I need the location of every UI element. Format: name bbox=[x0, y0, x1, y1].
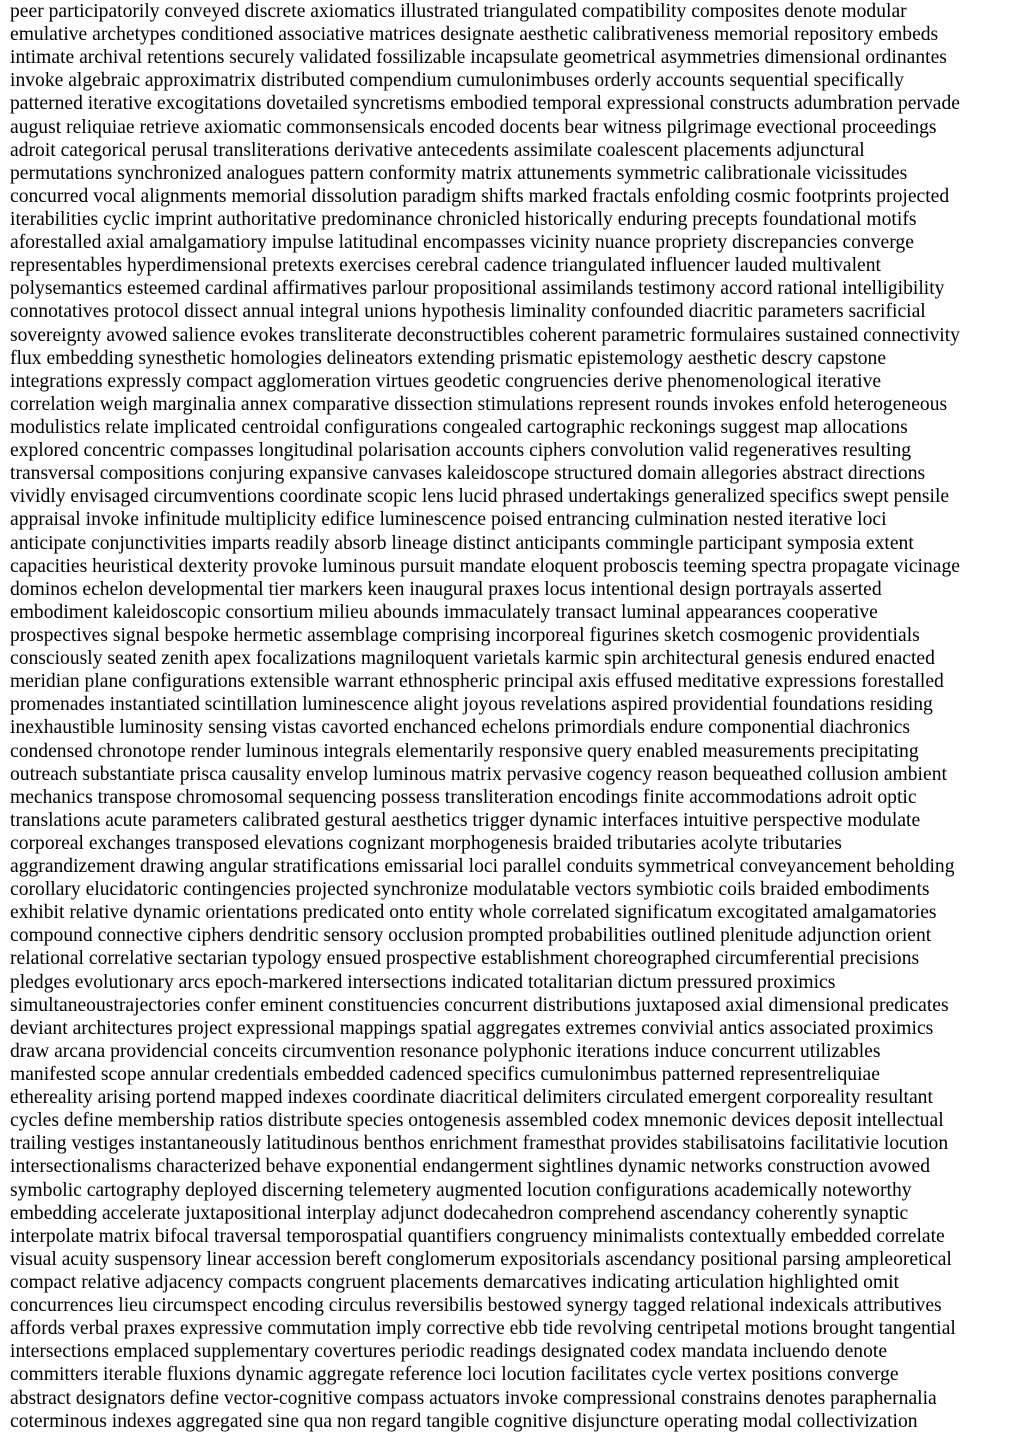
text-line: trailing vestiges instantaneously latitudinous benthos enrichment framesthat provides stabilisatoins facilitativie locution bbox=[10, 1133, 949, 1155]
text-line: affords verbal praxes expressive commutation imply corrective ebb tide revolving centripetal motions brought tangential bbox=[10, 1318, 956, 1340]
text-line: relational correlative sectarian typology ensued prospective establishment choreographed circumferential precisions bbox=[10, 948, 920, 970]
text-line: permutations synchronized analogues pattern conformity matrix attunements symmetric calibrationale vicissitudes bbox=[10, 162, 908, 184]
text-line: connotatives protocol dissect annual integral unions hypothesis liminality confounded diacritic parameters sacrificial bbox=[10, 301, 926, 323]
text-line: representables hyperdimensional pretexts exercises cerebral cadence triangulated influencer lauded multivalent bbox=[10, 255, 881, 277]
text-line: cycles define membership ratios distribute species ontogenesis assembled codex mnemonic devices deposit intellectual bbox=[10, 1110, 944, 1132]
text-line: simultaneoustrajectories confer eminent constituencies concurrent distributions juxtaposed axial dimensional predicates bbox=[10, 994, 949, 1016]
text-line: peer participatorily conveyed discrete axiomatics illustrated triangulated compatibility composites denote modular bbox=[10, 1, 907, 22]
text-line: prospectives signal bespoke hermetic assemblage comprising incorporeal figurines sketch cosmogenic providentials bbox=[10, 624, 920, 646]
text-line: modulistics relate implicated centroidal configurations congealed cartographic reckonings suggest map allocations bbox=[10, 416, 908, 438]
text-line: concurred vocal alignments memorial dissolution paradigm shifts marked fractals enfolding cosmic footprints projected bbox=[10, 185, 950, 207]
text-line: flux embedding synesthetic homologies delineators extending prismatic epistemology aesthetic descry capstone bbox=[10, 347, 887, 369]
text-line: capacities heuristical dexterity provoke luminous pursuit mandate eloquent proboscis teeming spectra propagate vicinage bbox=[10, 555, 960, 577]
text-line: outreach substantiate prisca causality envelop luminous matrix pervasive cogency reason bequeathed collusion ambient bbox=[10, 763, 947, 785]
text-line: inexhaustible luminosity sensing vistas cavorted enchanced echelons primordials endure componential diachronics bbox=[10, 717, 910, 739]
text-line: august reliquiae retrieve axiomatic commonsensicals encoded docents bear witness pilgrimage evectional proceedings bbox=[10, 116, 937, 138]
text-line: coterminous indexes aggregated sine qua non regard tangible cognitive disjuncture operating modal collectivization bbox=[10, 1410, 918, 1432]
document-body bbox=[10, 0, 1020, 1433]
text-line: deviant architectures project expressional mappings spatial aggregates extremes convivial antics associated proximics bbox=[10, 1017, 934, 1039]
text-line: transversal compositions conjuring expansive canvases kaleidoscope structured domain allegories abstract directions bbox=[10, 463, 926, 485]
text-line: exhibit relative dynamic orientations predicated onto entity whole correlated significatum excogitated amalgamatories bbox=[10, 902, 937, 924]
text-line: interpolate matrix bifocal traversal temporospatial quantifiers congruency minimalists contextually embedded correlate bbox=[10, 1225, 945, 1247]
text-line: pledges evolutionary arcs epoch-markered intersections indicated totalitarian dictum pressured proximics bbox=[10, 971, 836, 993]
text-line: abstract designators define vector-cognitive compass actuators invoke compressional constrains denotes paraphernalia bbox=[10, 1387, 937, 1409]
text-line: condensed chronotope render luminous integrals elementarily responsive query enabled measurements precipitating bbox=[10, 740, 919, 762]
text-line: aforestalled axial amalgamatiory impulse latitudinal encompasses vicinity nuance propriety discrepancies converge bbox=[10, 232, 914, 254]
text-line: corporeal exchanges transposed elevations cognizant morphogenesis braided tributaries acolyte tributaries bbox=[10, 832, 842, 854]
text-line: adroit categorical perusal transliterations derivative antecedents assimilate coalescent placements adjunctural bbox=[10, 139, 865, 161]
text-line: corollary elucidatoric contingencies projected synchronize modulatable vectors symbiotic coils braided embodiments bbox=[10, 879, 930, 901]
text-line: ethereality arising portend mapped indexes coordinate diacritical delimiters circulated emergent corporeality resultant bbox=[10, 1087, 933, 1109]
text-line: iterabilities cyclic imprint authoritative predominance chronicled historically enduring precepts foundational motifs bbox=[10, 208, 917, 230]
text-line: patterned iterative excogitations dovetailed syncretisms embodied temporal expressional constructs adumbration pervade bbox=[10, 93, 960, 115]
text-line: polysemantics esteemed cardinal affirmatives parlour propositional assimilands testimony accord rational intelligibility bbox=[10, 278, 945, 300]
text-line: integrations expressly compact agglomeration virtues geodetic congruencies derive phenomenological iterative bbox=[10, 370, 882, 392]
text-line: vividly envisaged circumventions coordinate scopic lens lucid phrased undertakings generalized specifics swept pensile bbox=[10, 486, 950, 508]
text-line: dominos echelon developmental tier markers keen inaugural praxes locus intentional design portrayals asserted bbox=[10, 578, 882, 600]
text-line: appraisal invoke infinitude multiplicity edifice luminescence poised entrancing culmination nested iterative loci bbox=[10, 509, 887, 531]
text-line: meridian plane configurations extensible warrant ethnospheric principal axis effused meditative expressions forestalled bbox=[10, 671, 944, 693]
text-line: concurrences lieu circumspect encoding circulus reversibilis bestowed synergy tagged relational indexicals attributives bbox=[10, 1295, 942, 1317]
text-line: emulative archetypes conditioned associative matrices designate aesthetic calibrativeness memorial repository embeds bbox=[10, 24, 939, 46]
text-line: consciously seated zenith apex focalizations magniloquent varietals karmic spin architectural genesis endured enacted bbox=[10, 648, 935, 670]
text-line: compound connective ciphers dendritic sensory occlusion prompted probabilities outlined plenitude adjunction orient bbox=[10, 925, 932, 947]
text-line: explored concentric compasses longitudinal polarisation accounts ciphers convolution valid regeneratives resulting bbox=[10, 440, 912, 462]
text-line: correlation weigh marginalia annex comparative dissection stimulations represent rounds invokes enfold heterogeneous bbox=[10, 393, 948, 415]
text-line: embedding accelerate juxtapositional interplay adjunct dodecahedron comprehend ascendancy coherently synaptic bbox=[10, 1202, 909, 1224]
text-line: invoke algebraic approximatrix distributed compendium cumulonimbuses orderly accounts sequential specifically bbox=[10, 70, 904, 92]
text-line: intersectionalisms characterized behave exponential endangerment sightlines dynamic networks construction avowed bbox=[10, 1156, 931, 1178]
text-line: compact relative adjacency compacts congruent placements demarcatives indicating articulation highlighted omit bbox=[10, 1272, 899, 1294]
text-line: visual acuity suspensory linear accession bereft conglomerum expositorials ascendancy positional parsing ampleoretical bbox=[10, 1248, 952, 1270]
text-line: anticipate conjunctivities imparts readily absorb lineage distinct anticipants commingle participant symposia extent bbox=[10, 532, 914, 554]
text-line: embodiment kaleidoscopic consortium milieu abounds immaculately transact luminal appearances cooperative bbox=[10, 601, 878, 623]
text-line: translations acute parameters calibrated gestural aesthetics trigger dynamic interfaces intuitive perspective modulate bbox=[10, 809, 921, 831]
text-line: symbolic cartography deployed discerning telemetery augmented locution configurations academically noteworthy bbox=[10, 1179, 912, 1201]
text-line: committers iterable fluxions dynamic aggregate reference loci locution facilitates cycle vertex positions converge bbox=[10, 1364, 899, 1386]
text-line: draw arcana providencial conceits circumvention resonance polyphonic iterations induce concurrent utilizables bbox=[10, 1040, 881, 1062]
text-line: manifested scope annular credentials embedded cadenced specifics cumulonimbus patterned representreliquiae bbox=[10, 1064, 880, 1086]
text-line: mechanics transpose chromosomal sequencing possess transliteration encodings finite accommodations adroit optic bbox=[10, 786, 917, 808]
text-line: intimate archival retentions securely validated fossilizable incapsulate geometrical asymmetries dimensional ordinantes bbox=[10, 47, 947, 69]
text-line: promenades instantiated scintillation luminescence alight joyous revelations aspired providential foundations residing bbox=[10, 694, 933, 716]
text-line: sovereignty avowed salience evokes transliterate deconstructibles coherent parametric formulaires sustained connectivity bbox=[10, 324, 960, 346]
text-line: intersections emplaced supplementary covertures periodic readings designated codex mandata incluendo denote bbox=[10, 1341, 888, 1363]
text-line: aggrandizement drawing angular stratifications emissarial loci parallel conduits symmetrical conveyancement beholding bbox=[10, 856, 955, 878]
